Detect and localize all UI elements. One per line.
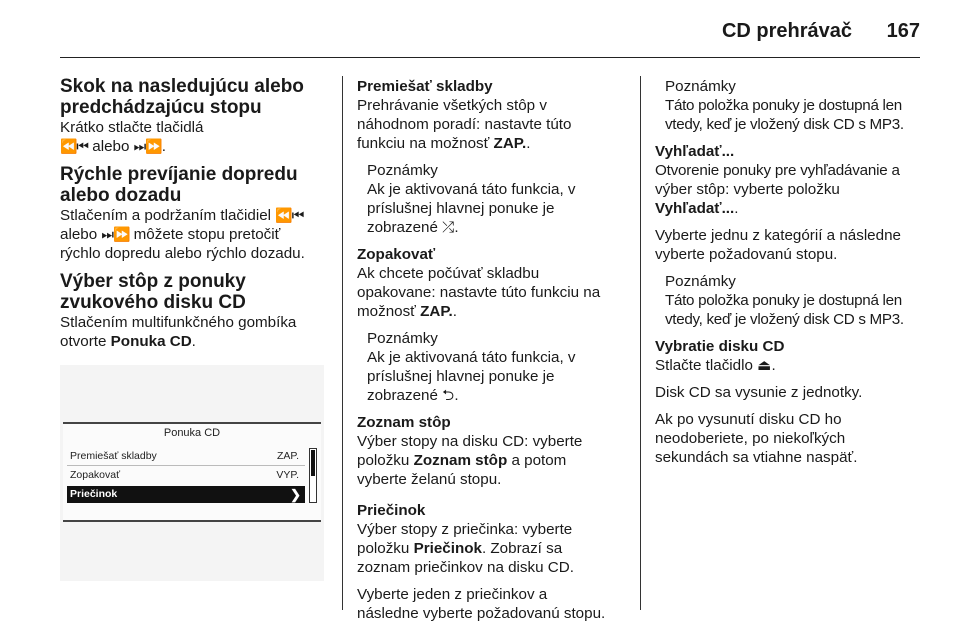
column-divider [342, 76, 343, 610]
rewind-prev-icon: ⏪⏮ [60, 138, 89, 154]
page-header [60, 14, 920, 58]
note-heading: Poznámky [665, 273, 736, 290]
paragraph-line: funkciu na možnosť ZAP.. [357, 135, 531, 152]
note-block: Poznámky Táto položka ponuky je dostupná len vtedy, keď je vložený disk CD s MP3. [655, 77, 925, 134]
paragraph-line: náhodnom poradí: nastavte túto [357, 116, 572, 133]
cd-menu-screen [63, 422, 321, 522]
page-title: CD prehrávač [721, 20, 852, 42]
section-heading-tracklist: Zoznam stôp [357, 414, 451, 431]
section-heading-menu: Výber stôp z ponuky zvukového disku CD [60, 271, 246, 313]
column-left [60, 76, 330, 351]
section-heading-eject: Vybratie disku CD [655, 338, 785, 355]
note-block: Poznámky Ak je aktivovaná táto funkcia, v príslušnej hlavnej ponuke je zobrazené ⮌. [357, 329, 632, 405]
next-forward-icon: ⏭⏩ [133, 138, 162, 154]
note-block: Poznámky Táto položka ponuky je dostupná len vtedy, keď je vložený disk CD s MP3. [655, 272, 925, 329]
paragraph-line: Krátko stlačte tlačidlá [60, 119, 204, 136]
column-middle: Premiešať skladby Prehrávanie všetkých stôp v náhodnom poradí: nastavte túto funkciu na možnosť ZAP.. Poznámky Ak je aktivovaná táto funkcia, v príslušnej hlavnej ponuke je zobrazené ⤮. Zopakovať Ak chcete počúvať skladbu opakovane: nastavte túto funkciu na možnosť ZAP.. Poznámky Ak je aktivovaná táto funkcia, v príslušnej hlavnej ponuke je zobrazené ⮌. Zoznam stôp Výber stopy na disku CD: vyberte položku Zoznam stôp a potom vyberte želanú stopu. Priečinok Výber stopy z priečinka: vyberte položku Priečinok. Zobrazí sa zoznam priečinkov na disku CD. Vyberte jeden z priečinkov a následne vyberte požadovanú stopu. [357, 77, 632, 623]
chevron-right-icon: ❯ [290, 487, 301, 502]
menu-row-repeat [67, 467, 305, 484]
repeat-icon: ⮌ [442, 387, 455, 404]
note-heading: Poznámky [665, 78, 736, 95]
shuffle-icon: ⤮ [442, 219, 455, 236]
note-block: Poznámky Ak je aktivovaná táto funkcia, v príslušnej hlavnej ponuke je zobrazené ⤮. [357, 161, 632, 237]
menu-row-value: ZAP. [277, 450, 299, 462]
menu-row-shuffle [67, 448, 305, 465]
menu-row-label: Priečinok [70, 488, 118, 500]
section-heading-shuffle: Premiešať skladby [357, 78, 493, 95]
section-heading-skip: Skok na nasledujúcu alebo predchádzajúcu stopu [60, 76, 304, 118]
row-divider [67, 465, 305, 466]
paragraph-line: Stlačením a podržaním tlačidiel ⏪⏮ [60, 207, 304, 224]
paragraph-line: rýchlo dopredu alebo rýchlo dozadu. [60, 245, 305, 262]
section-heading-repeat: Zopakovať [357, 246, 436, 263]
section-heading-fast: Rýchle prevíjanie dopredu alebo dozadu [60, 164, 298, 206]
menu-row-label: Premiešať skladby [70, 450, 157, 462]
column-right: Poznámky Táto položka ponuky je dostupná len vtedy, keď je vložený disk CD s MP3. Vyhľadať... Otvorenie ponuky pre vyhľadávanie a výber stôp: vyberte položku Vyhľadať.... Vyberte jednu z kategórií a následne vyberte požadovanú stopu. Poznámky Táto položka ponuky je dostupná len vtedy, keď je vložený disk CD s MP3. Vybratie disku CD Stlačte tlačidlo ⏏. Disk CD sa vysunie z jednotky. Ak po vysunutí disku CD ho neodoberiete, po niekoľkých sekundách sa vtiahne naspäť. [655, 77, 925, 467]
display-photo [60, 365, 324, 581]
menu-row-folder [67, 486, 305, 503]
paragraph-line: ⏪⏮ alebo ⏭⏩. [60, 138, 166, 155]
paragraph-line: Stlačením multifunkčného gombíka [60, 314, 297, 331]
scrollbar [309, 448, 317, 503]
paragraph-line: alebo ⏭⏩ môžete stopu pretočiť [60, 226, 281, 243]
page-number: 167 [886, 20, 920, 42]
paragraph-line: otvorte Ponuka CD. [60, 333, 196, 350]
screen-title: Ponuka CD [163, 427, 221, 439]
next-forward-icon: ⏭⏩ [101, 226, 130, 242]
section-heading-folder: Priečinok [357, 502, 426, 519]
column-divider [640, 76, 641, 610]
scrollbar-thumb [311, 450, 315, 476]
eject-icon: ⏏ [757, 357, 772, 374]
section-heading-search: Vyhľadať... [655, 143, 735, 160]
note-heading: Poznámky [367, 162, 438, 179]
menu-row-label: Zopakovať [70, 469, 121, 481]
rewind-prev-icon: ⏪⏮ [275, 207, 304, 223]
paragraph-line: Prehrávanie všetkých stôp v [357, 97, 547, 114]
menu-row-value: VYP. [276, 469, 299, 481]
note-heading: Poznámky [367, 330, 438, 347]
